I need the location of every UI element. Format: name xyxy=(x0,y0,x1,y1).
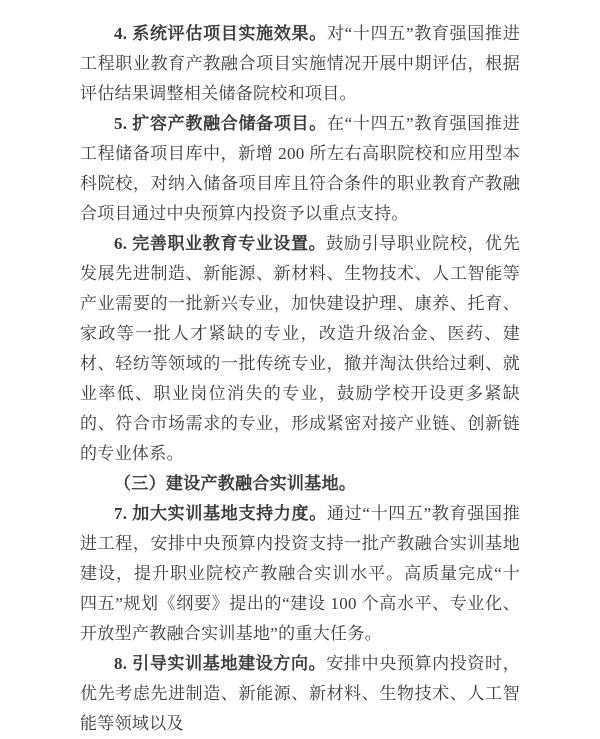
paragraph-4 xyxy=(80,19,520,109)
section-heading-3-text: （三）建设产教融合实训基地。 xyxy=(114,474,357,493)
paragraph-5-body: 在“十四五”教育强国推进工程储备项目库中，新增 200 所左右高职院校和应用型本科院校，对纳入储备项目库且符合条件的职业教育产教融合项目通过中央预算内投资予以重点支持。 xyxy=(80,114,520,223)
paragraph-8-body: 安排中央预算内投资时，优先考虑先进制造、新能源、新材料、生物技术、人工智能等领域以及 xyxy=(80,654,520,733)
paragraph-4-lead: 4. 系统评估项目实施效果。 xyxy=(114,24,327,43)
paragraph-8-lead: 8. 引导实训基地建设方向。 xyxy=(114,654,327,673)
paragraph-5 xyxy=(80,109,520,229)
paragraph-7 xyxy=(80,499,520,649)
paragraph-4-body: 对“十四五”教育强国推进工程职业教育产教融合项目实施情况开展中期评估，根据评估结果调整相关储备院校和项目。 xyxy=(80,24,520,103)
paragraph-6-body: 鼓励引导职业院校，优先发展先进制造、新能源、新材料、生物技术、人工智能等产业需要的一批新兴专业，加快建设护理、康养、托育、家政等一批人才紧缺的专业，改造升级冶金、医药、建材、轻纺等领域的一批传统专业，撤并淘汰供给过剩、就业率低、职业岗位消失的专业，鼓励学校开设更多紧缺的、符合市场需求的专业，形成紧密对接产业链、创新链的专业体系。 xyxy=(80,234,520,463)
paragraph-8 xyxy=(80,649,520,739)
paragraph-7-lead: 7. 加大实训基地支持力度。 xyxy=(114,504,327,523)
section-heading-3 xyxy=(80,469,520,499)
paragraph-7-body: 通过“十四五”教育强国推进工程，安排中央预算内投资支持一批产教融合实训基地建设，提升职业院校产教融合实训水平。高质量完成“十四五”规划《纲要》提出的“建设 100 个高水平、专业化、开放型产教融合实训基地”的重大任务。 xyxy=(80,504,520,643)
paragraph-5-lead: 5. 扩容产教融合储备项目。 xyxy=(114,114,327,133)
paragraph-6-lead: 6. 完善职业教育专业设置。 xyxy=(114,234,327,253)
paragraph-6 xyxy=(80,229,520,469)
